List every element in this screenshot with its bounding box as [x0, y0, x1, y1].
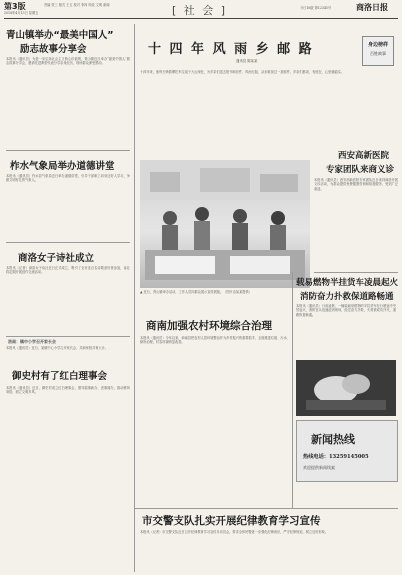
a7-lead: 本报讯（通讯员）西安高新医院专家团队近日来到商洛开展义诊活动，为群众提供免费健康咨询和检查服务，受到广泛欢迎。	[314, 178, 398, 191]
a7-title2: 专家团队来商义诊	[326, 165, 395, 175]
a6-title: 御史村有了红白理事会	[12, 371, 108, 382]
a4-body	[6, 266, 130, 332]
paper-name: 商洛日报	[356, 2, 388, 12]
a2-body	[140, 70, 392, 156]
a10-body	[140, 530, 396, 572]
a8-lead: 本报讯（通讯员）日前凌晨，一辆装载易燃物的半挂货车在行驶途中突然起火，消防官兵迅速赶到现场，经过奋力扑救，火势被成功扑灭，道路恢复畅通。	[296, 304, 396, 317]
date-line: 2018年4月13日 星期五	[4, 11, 39, 15]
a3-body	[6, 174, 130, 238]
fire-photo	[296, 360, 396, 416]
a4-lead: 本报讯（记者）商洛女子诗社近日正式成立，吸引了全市近百名诗歌爱好者参加，诗社将定期开展创作交流活动。	[6, 266, 130, 275]
a2-badge	[362, 36, 394, 66]
a7-title: 西安高新医院	[338, 151, 390, 161]
a7-body	[314, 178, 398, 268]
a6-lead: 本报讯（通讯员）近日，御史村成立红白理事会，倡导婚事新办、丧事简办，推动移风易俗，树立文明乡风。	[6, 386, 130, 395]
column-rule	[292, 272, 293, 508]
a1-title-line1: 青山镇举办“最美中国人”	[6, 30, 114, 41]
a8-title2: 消防奋力扑救保道路畅通	[300, 292, 394, 302]
a10-lead: 本报讯（记者）市交警支队近日召开纪律教育学习宣传月动员会，要求全体民警进一步强化纪律意识，严守纪律规矩，树立良好形象。	[140, 530, 329, 534]
a5-body	[6, 346, 130, 364]
a1-body	[6, 57, 130, 147]
a1-lead: 本报讯（通讯员）为进一步弘扬社会主义核心价值观，青山镇近日举办“最美中国人”励志故事分享会，邀请先进典型代表分享亲身经历，现场群众深受感动。	[6, 57, 130, 66]
ad-title: 新闻热线	[311, 433, 355, 446]
fire-scene	[296, 360, 396, 416]
a2-badge-line2: 百姓故事	[370, 51, 386, 56]
divider	[314, 272, 398, 273]
divider	[6, 242, 130, 243]
a5-lead: 本报讯（通讯员）近日，某镇中心小学召开家长会，共商家校共育大计。	[6, 346, 108, 350]
ad-note: 欢迎提供新闻线索	[303, 465, 335, 470]
news-photo	[140, 160, 310, 288]
a9-lead: 本报讯（通讯员）今年以来，商南县把农村人居环境整治作为乡村振兴的重要抓手，全面推进垃圾、污水、厕所治理，村容村貌明显改善。	[140, 336, 290, 345]
a8-body	[296, 304, 396, 356]
a1-title-line2: 励志故事分享会	[20, 44, 87, 55]
a4-title: 商洛女子诗社成立	[18, 253, 95, 264]
a3-lead: 本报讯（通讯员）柞水县气象局近日举办道德讲堂，引导干部职工向身边好人学习，争做文明有礼的气象人。	[6, 174, 130, 183]
a9-body	[140, 336, 290, 496]
divider	[6, 150, 130, 151]
divider	[134, 508, 398, 509]
a2-byline: 通讯员 陈某某	[236, 59, 258, 63]
divider	[6, 336, 130, 337]
a2-lead: 十四年来，他每天骑着摩托车往返于大山深处，为乡亲们送去报刊和信件，风雨无阻，从未耽误过一封邮件。乡亲们都说，有他在，心里就踏实。	[140, 70, 344, 74]
a3-title: 柞水气象局举办道德讲堂	[10, 161, 115, 172]
a2-title: 十 四 年 风 雨 乡 邮 路	[148, 42, 314, 57]
editor-nav: 责编 张三 版式 王五 校对 李四 时政 文明 新闻	[44, 3, 110, 7]
a9-title: 商南加强农村环境综合治理	[146, 320, 272, 332]
a5-title: 洛南：镇中小学召开家长会	[8, 339, 56, 344]
photo-caption: ▲ 近日，青山镇举办活动，工作人员向群众展示宣传展板。（图片由某某提供）	[140, 290, 252, 294]
photo-scene	[140, 160, 310, 288]
masthead-rule	[4, 18, 398, 19]
edition-label: 第3版	[4, 2, 26, 11]
a8-title: 载易燃物半挂货车凌晨起火	[296, 278, 399, 288]
a10-title: 市交警支队扎实开展纪律教育学习宣传	[142, 515, 321, 527]
a2-badge-line1: 身边榜样	[367, 42, 388, 48]
a6-body	[6, 386, 130, 504]
issue-number: 今日16版 第12345号	[300, 6, 332, 10]
column-rule	[134, 24, 135, 572]
section-mark: [ 社 会 ]	[172, 4, 228, 17]
ad-box	[296, 420, 398, 482]
ad-phone: 热线电话：13259145005	[303, 454, 369, 460]
